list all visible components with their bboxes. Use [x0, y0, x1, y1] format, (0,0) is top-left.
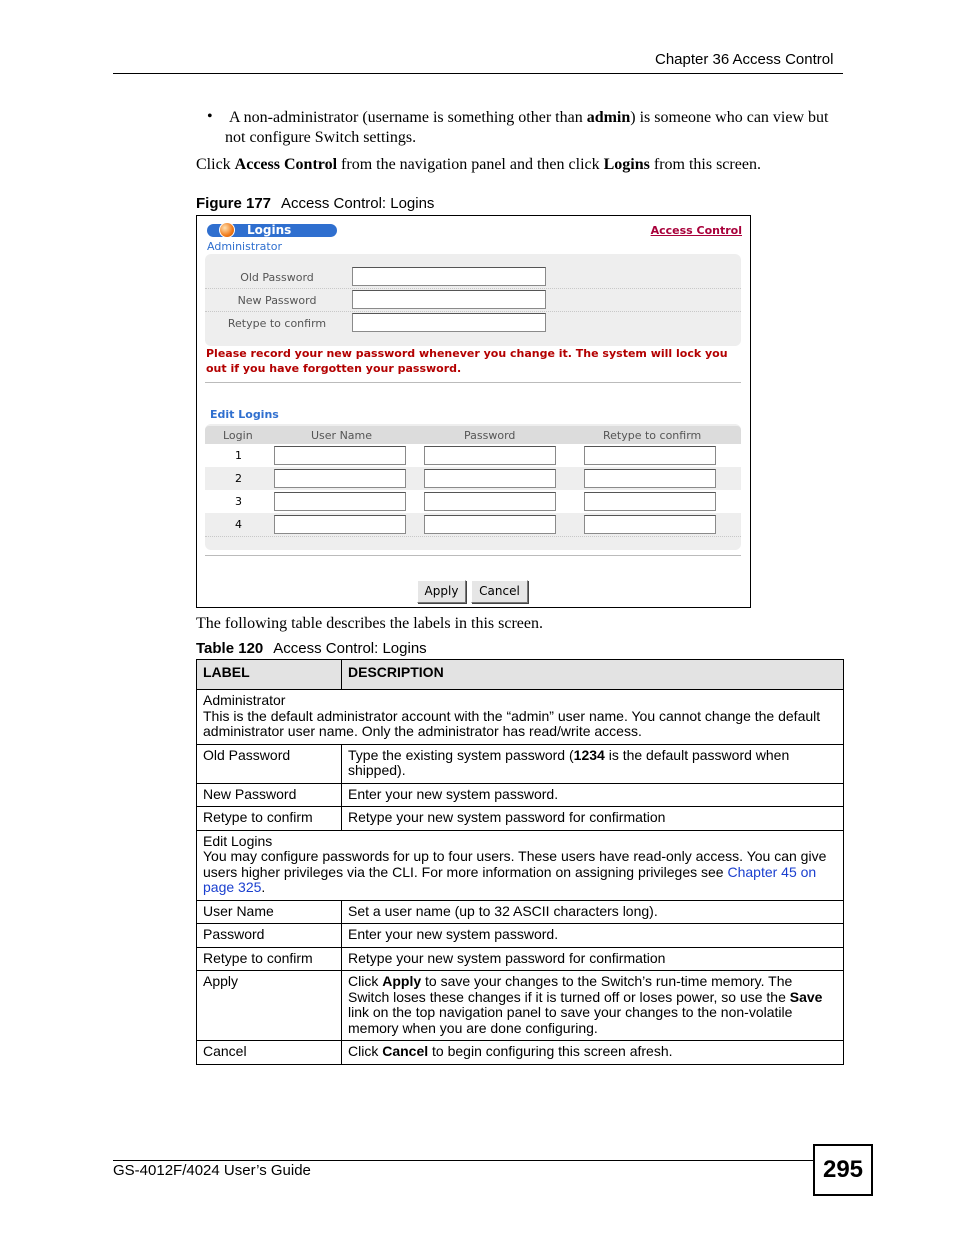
password-input[interactable]	[424, 446, 556, 465]
access-control-link[interactable]: Access Control	[650, 224, 742, 237]
old-password-label: Old Password	[240, 271, 314, 284]
column-header-password: Password	[464, 429, 516, 442]
retype-confirm-input[interactable]	[352, 313, 546, 332]
following-text: The following table describes the labels in this screen.	[196, 615, 544, 632]
password-input[interactable]	[424, 515, 556, 534]
user-name-input[interactable]	[274, 492, 406, 511]
label-cell: Cancel	[197, 1041, 342, 1065]
figure-title: Access Control: Logins	[281, 195, 435, 212]
table-row	[197, 971, 844, 1041]
user-name-input[interactable]	[274, 515, 406, 534]
login-row	[205, 513, 741, 537]
description-cell: Enter your new system password.	[342, 924, 844, 948]
desc-text: Click	[348, 1043, 383, 1059]
label-cell: Old Password	[197, 744, 342, 783]
table-row	[197, 947, 844, 971]
label-cell: Apply	[197, 971, 342, 1041]
divider	[205, 555, 741, 556]
label-cell: User Name	[197, 900, 342, 924]
bullet-text-pre: A non-administrator (username is something other than	[229, 109, 587, 126]
edit-logins-header-row	[205, 426, 741, 444]
retype-confirm-label: Retype to confirm	[227, 317, 327, 330]
column-header-user-name: User Name	[311, 429, 373, 442]
old-password-row	[205, 265, 741, 289]
desc-text: link on the top navigation panel to save your changes to the non-volatile memory when you are done configuring.	[348, 1004, 793, 1036]
desc-bold: Save	[789, 988, 823, 1005]
column-header-retype: Retype to confirm	[603, 429, 702, 442]
intro-text: from the navigation panel and then click	[337, 156, 604, 173]
retype-input[interactable]	[584, 446, 716, 465]
edit-logins-section-title: Edit Logins	[210, 408, 279, 421]
intro-bold-logins: Logins	[603, 156, 650, 173]
retype-input[interactable]	[584, 515, 716, 534]
desc-text: You may configure passwords for up to four users. These users have read-only access. You can give users higher privileges via the CLI. For more information on assigning privileges see	[203, 848, 827, 880]
intro-bold-access-control: Access Control	[234, 156, 338, 173]
screenshot-frame	[196, 215, 751, 608]
page-number: 295	[813, 1144, 873, 1196]
desc-text: to begin configuring this screen afresh.	[428, 1043, 673, 1059]
bullet-text-post: ) is someone who can view but not configure Switch settings.	[225, 109, 829, 146]
label-cell: Retype to confirm	[197, 947, 342, 971]
login-number: 2	[235, 472, 242, 485]
intro-paragraph	[196, 156, 761, 174]
new-password-row	[205, 288, 741, 312]
desc-bold: Apply	[382, 973, 422, 989]
section-description	[203, 849, 837, 896]
label-cell: Retype to confirm	[197, 807, 342, 831]
user-name-input[interactable]	[274, 469, 406, 488]
login-number: 1	[235, 449, 242, 462]
table-cell	[197, 830, 844, 900]
description-cell	[342, 744, 844, 783]
table-row	[197, 744, 844, 783]
table-row	[197, 807, 844, 831]
table-caption	[196, 640, 427, 657]
old-password-input[interactable]	[352, 267, 546, 286]
new-password-label: New Password	[237, 294, 317, 307]
table-header-description: DESCRIPTION	[342, 660, 844, 690]
orange-ball-icon	[219, 222, 235, 238]
chapter-45-link[interactable]: Chapter 45 on page 325	[203, 863, 817, 895]
figure-caption	[196, 195, 434, 212]
desc-text: Click	[348, 973, 383, 989]
description-cell: Retype your new system password for confirmation	[342, 947, 844, 971]
login-number: 4	[235, 518, 242, 531]
description-cell: Enter your new system password.	[342, 783, 844, 807]
retype-input[interactable]	[584, 492, 716, 511]
table-cell	[197, 690, 844, 745]
label-cell: Password	[197, 924, 342, 948]
intro-text: Click	[196, 156, 235, 173]
desc-text: Type the existing system password (	[348, 746, 574, 763]
header-rule	[113, 73, 843, 74]
login-row	[205, 467, 741, 491]
table-row	[197, 690, 844, 745]
table-title: Access Control: Logins	[273, 640, 427, 657]
bullet-mark: •	[207, 108, 213, 125]
description-cell	[342, 1041, 844, 1065]
table-row	[197, 830, 844, 900]
desc-bold: 1234	[573, 746, 605, 763]
divider	[205, 382, 741, 383]
chapter-header: Chapter 36 Access Control	[655, 51, 834, 68]
bullet-text-bold: admin	[586, 109, 631, 126]
apply-button[interactable]: Apply	[417, 580, 466, 603]
description-cell: Set a user name (up to 32 ASCII characters long).	[342, 900, 844, 924]
table-row	[197, 783, 844, 807]
bullet-paragraph	[225, 108, 845, 148]
password-input[interactable]	[424, 492, 556, 511]
section-title-edit-logins: Edit Logins	[203, 832, 273, 849]
logins-tab-label: Logins	[247, 223, 292, 237]
table-header-row	[197, 660, 844, 690]
login-row	[205, 490, 741, 514]
login-number: 3	[235, 495, 242, 508]
table-row	[197, 924, 844, 948]
table-row	[197, 1041, 844, 1065]
footer-rule	[113, 1160, 813, 1161]
description-table	[196, 659, 844, 1065]
password-warning: Please record your new password whenever you change it. The system will lock you out if you have forgotten your password.	[206, 347, 728, 375]
desc-bold: Cancel	[382, 1043, 429, 1059]
administrator-section-title: Administrator	[207, 240, 282, 253]
guide-title: GS-4012F/4024 User’s Guide	[113, 1162, 311, 1179]
label-cell: New Password	[197, 783, 342, 807]
user-name-input[interactable]	[274, 446, 406, 465]
table-number: Table 120	[196, 640, 264, 657]
column-header-login: Login	[223, 429, 253, 442]
login-row	[205, 444, 741, 468]
section-description: This is the default administrator account with the “admin” user name. You cannot change the default administrator user name. Only the administrator has read/write access.	[203, 707, 821, 739]
description-cell	[342, 971, 844, 1041]
description-cell: Retype your new system password for confirmation	[342, 807, 844, 831]
figure-number: Figure 177	[196, 195, 272, 212]
table-row	[197, 900, 844, 924]
desc-text: .	[261, 879, 266, 895]
desc-text: to save your changes to the Switch’s run-time memory. The Switch loses these changes if it is turned off or loses power, so use the	[348, 973, 793, 1005]
password-input[interactable]	[424, 469, 556, 488]
retype-input[interactable]	[584, 469, 716, 488]
table-header-label: LABEL	[197, 660, 342, 690]
section-title-administrator: Administrator	[203, 692, 286, 708]
desc-text: is the default password when shipped).	[348, 746, 790, 778]
cancel-button[interactable]: Cancel	[471, 580, 528, 603]
retype-confirm-row	[205, 311, 741, 334]
new-password-input[interactable]	[352, 290, 546, 309]
intro-text: from this screen.	[649, 156, 761, 173]
